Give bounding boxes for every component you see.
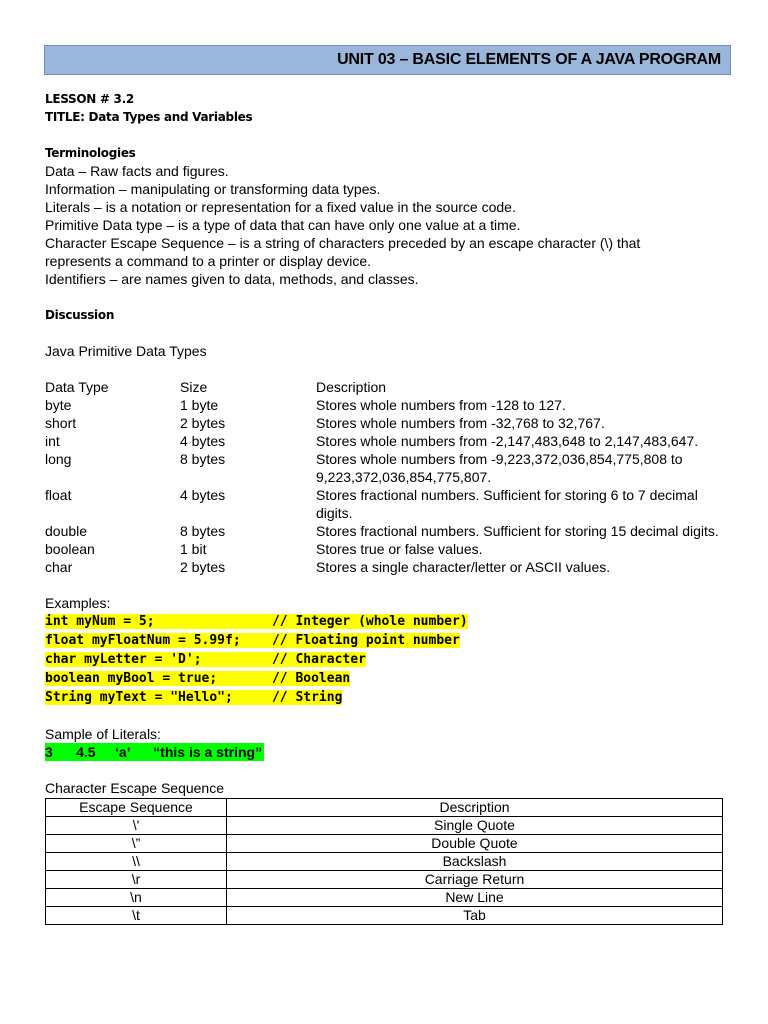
column-header: Escape Sequence [46,799,227,817]
description-cell: Carriage Return [227,871,723,889]
type-cell: float [45,487,72,503]
table-header-row [46,799,723,817]
table-row [46,907,723,925]
type-cell: byte [45,397,72,413]
escape-cell: \n [46,889,227,907]
table-row [45,450,721,486]
terminology-line: Information – manipulating or transforming data types. [45,181,381,197]
table-row [46,853,723,871]
escape-sequence-table [45,798,723,925]
size-cell: 1 byte [180,397,219,413]
size-cell: 2 bytes [180,559,226,575]
table-row [46,889,723,907]
lesson-number: LESSON # 3.2 [45,92,134,106]
terminologies-list [45,162,735,288]
document-body [45,90,735,925]
size-cell: 1 bit [180,541,207,557]
terminology-line: Primitive Data type – is a type of data that can have only one value at a time. [45,217,521,233]
description-cell: Double Quote [227,835,723,853]
table-row [46,871,723,889]
size-cell: 8 bytes [180,523,226,539]
terminology-line: Identifiers – are names given to data, methods, and classes. [45,271,419,287]
unit-title: UNIT 03 – BASIC ELEMENTS OF A JAVA PROGRAM [337,51,721,68]
code-examples [45,612,735,707]
code-line: int myNum = 5; // Integer (whole number) [45,614,468,629]
description-cell: Stores true or false values. [316,541,483,557]
literals-label: Sample of Literals: [45,726,161,742]
terminology-line: Character Escape Sequence – is a string of characters preceded by an escape character (\) that [45,235,641,251]
type-cell: short [45,415,77,431]
type-cell: long [45,451,72,467]
type-cell: int [45,433,60,449]
terminologies-heading: Terminologies [45,146,136,160]
primitive-types-heading: Java Primitive Data Types [45,343,207,359]
description-cell: Stores fractional numbers. Sufficient for storing 6 to 7 decimal digits. [316,487,698,521]
description-cell: Stores whole numbers from -32,768 to 32,767. [316,415,605,431]
type-cell: char [45,559,73,575]
table-row [45,540,721,558]
discussion-heading: Discussion [45,308,115,322]
description-cell: New Line [227,889,723,907]
table-row [46,817,723,835]
escape-sequence-label: Character Escape Sequence [45,780,224,796]
column-header: Size [180,379,208,395]
description-cell: Backslash [227,853,723,871]
terminology-line: Literals – is a notation or representation for a fixed value in the source code. [45,199,516,215]
escape-cell: \” [46,835,227,853]
description-cell: Single Quote [227,817,723,835]
description-cell: Stores whole numbers from -9,223,372,036,854,775,808 to 9,223,372,036,854,775,807. [316,451,683,485]
escape-cell: \t [46,907,227,925]
literals-sample: 3 4.5 ‘a’ “this is a string” [45,744,263,760]
table-row [45,486,721,522]
type-cell: double [45,523,88,539]
escape-cell: \\ [46,853,227,871]
size-cell: 2 bytes [180,415,226,431]
table-row [45,414,721,432]
table-row [45,558,721,576]
primitive-types-table [45,378,721,576]
column-header: Description [316,379,387,395]
escape-cell: \' [46,817,227,835]
table-row [45,522,721,540]
size-cell: 4 bytes [180,433,226,449]
table-row [46,835,723,853]
code-line: String myText = "Hello"; // String [45,690,343,705]
description-cell: Stores whole numbers from -2,147,483,648 to 2,147,483,647. [316,433,699,449]
code-line: boolean myBool = true; // Boolean [45,671,351,686]
terminology-line: represents a command to a printer or display device. [45,253,372,269]
type-cell: boolean [45,541,95,557]
lesson-title: TITLE: Data Types and Variables [45,110,253,124]
description-cell: Stores whole numbers from -128 to 127. [316,397,566,413]
column-header: Data Type [45,379,109,395]
size-cell: 4 bytes [180,487,226,503]
table-row [45,396,721,414]
escape-cell: \r [46,871,227,889]
table-row [45,432,721,450]
column-header: Description [227,799,723,817]
size-cell: 8 bytes [180,451,226,467]
terminology-line: Data – Raw facts and figures. [45,163,229,179]
description-cell: Stores a single character/letter or ASCII values. [316,559,611,575]
description-cell: Tab [227,907,723,925]
examples-label: Examples: [45,595,111,611]
description-cell: Stores fractional numbers. Sufficient for storing 15 decimal digits. [316,523,719,539]
code-line: float myFloatNum = 5.99f; // Floating point number [45,633,460,648]
code-line: char myLetter = 'D'; // Character [45,652,366,667]
table-header-row [45,378,721,396]
unit-banner [44,45,731,75]
